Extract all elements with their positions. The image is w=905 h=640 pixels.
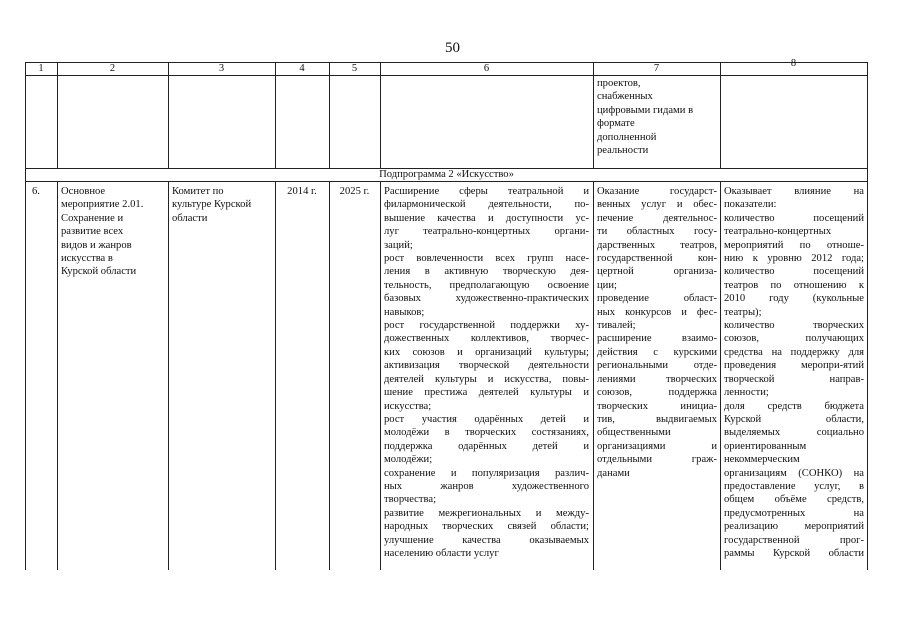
- header-bottom-border: [25, 75, 868, 76]
- text-line: луг театрально-концертных органи-: [384, 226, 589, 238]
- text-line: ции;: [597, 279, 617, 291]
- column-border: [329, 181, 330, 570]
- text-line: организациями и: [597, 440, 717, 452]
- text-line: театрально-концертных: [724, 226, 832, 238]
- text-line: видов и жанров: [61, 239, 132, 251]
- text-line: Комитет по: [172, 186, 224, 197]
- text-line: количество творческих: [724, 320, 864, 332]
- text-line: дарственных театров,: [597, 239, 717, 251]
- text-line: ных жанров художественного: [384, 480, 589, 492]
- text-line: реализацию мероприятий: [724, 521, 864, 533]
- text-line: заций;: [384, 239, 413, 251]
- column-header-5: 5: [351, 63, 358, 74]
- program-table: [25, 58, 868, 570]
- text-line: филармонической деятельности, по-: [384, 199, 589, 211]
- text-line: проведение област-: [597, 293, 717, 305]
- row-number: 6.: [32, 186, 40, 197]
- text-line: Курской области,: [724, 413, 864, 425]
- text-line: искусства в: [61, 253, 113, 265]
- end-year: 2025 г.: [339, 186, 370, 197]
- column-border: [593, 181, 594, 570]
- text-line: театров по отношению к: [724, 279, 864, 291]
- text-line: количество посещений: [724, 212, 864, 224]
- column-border: [275, 62, 276, 168]
- text-line: шение престижа деятелей культуры и: [384, 387, 589, 399]
- expected-result: [384, 185, 589, 560]
- text-line: молодёжи;: [384, 454, 433, 466]
- text-line: некоммерческим: [724, 454, 800, 466]
- text-line: Оказывает влияние на: [724, 186, 864, 197]
- indicators: [724, 185, 864, 560]
- text-line: сохранение и популяризация различ-: [384, 467, 589, 479]
- column-border: [593, 62, 594, 168]
- text-line: союзов, получающих: [724, 333, 864, 345]
- text-line: ленности;: [724, 387, 769, 399]
- text-line: ных конкурсов и фес-: [597, 306, 717, 318]
- text-line: государственной кон-: [597, 253, 717, 265]
- executor: [172, 185, 272, 225]
- text-line: реальности: [597, 145, 649, 157]
- text-line: отдельными граж-: [597, 454, 717, 466]
- text-line: снабженных: [597, 91, 653, 103]
- text-line: общественными: [597, 427, 671, 439]
- text-line: культуре Курской: [172, 199, 252, 211]
- text-line: области: [172, 212, 208, 224]
- column-border: [25, 62, 26, 570]
- column-border: [57, 181, 58, 570]
- text-line: Сохранение и: [61, 212, 124, 224]
- column-border: [380, 62, 381, 168]
- text-line: государственной прог-: [724, 534, 864, 546]
- text-line: дожественных коллективов, творчес-: [384, 333, 589, 345]
- text-line: проведения меропри-ятий: [724, 360, 864, 372]
- text-line: предоставление услуг, в: [724, 480, 864, 492]
- text-line: Оказание государст-: [597, 186, 717, 197]
- text-line: развитие всех: [61, 226, 124, 238]
- text-line: улучшение качества оказываемых: [384, 534, 589, 546]
- text-line: населению области услуг: [384, 547, 499, 559]
- page-number: 50: [445, 40, 460, 56]
- text-line: печение деятельнос-: [597, 212, 717, 224]
- text-line: творческих инициа-: [597, 400, 717, 412]
- text-line: ти областных госу-: [597, 226, 717, 238]
- text-line: средства на поддержку для: [724, 346, 864, 358]
- column-header-2: 2: [109, 63, 116, 74]
- text-line: дополненной: [597, 131, 657, 143]
- column-border: [57, 62, 58, 168]
- text-line: Расширение сферы театральной и: [384, 186, 589, 197]
- text-line: предусмотренных на: [724, 507, 864, 519]
- column-header-6: 6: [483, 63, 490, 74]
- column-border: [329, 62, 330, 168]
- text-line: ких союзов и организаций культуры;: [384, 346, 589, 358]
- column-border: [168, 62, 169, 168]
- text-line: формате: [597, 118, 635, 130]
- column-header-8: 8: [790, 58, 797, 69]
- text-line: ориентированным: [724, 440, 807, 452]
- column-header-1: 1: [38, 63, 44, 74]
- text-line: 2010 году (кукольные: [724, 293, 864, 305]
- column-header-7: 7: [653, 63, 660, 74]
- text-line: творческой направ-: [724, 373, 864, 385]
- text-line: лениями творческих: [597, 373, 717, 385]
- text-line: тивалей;: [597, 320, 636, 332]
- text-line: рост вовлеченности всех групп насе-: [384, 253, 589, 265]
- text-line: развитие межрегиональных и между-: [384, 507, 589, 519]
- text-line: ления в активную творческую дея-: [384, 266, 589, 278]
- text-line: венных услуг и обес-: [597, 199, 717, 211]
- column-border: [720, 62, 721, 168]
- text-line: молодёжи в творческих состязаниях,: [384, 427, 589, 439]
- text-line: проектов,: [597, 78, 641, 89]
- implementation-directions: [597, 185, 717, 480]
- subprogram-title: Подпрограмма 2 «Искусство»: [379, 169, 514, 180]
- text-line: творчества;: [384, 494, 437, 506]
- text-line: Курской области: [61, 266, 137, 278]
- text-line: рост участия одарённых детей и: [384, 413, 589, 425]
- text-line: базовых художественно-практических: [384, 293, 589, 305]
- text-line: тив, выдвигаемых: [597, 413, 717, 425]
- column-header-3: 3: [218, 63, 225, 74]
- text-line: расширение взаимо-: [597, 333, 717, 345]
- text-line: поддержка одарённых детей и: [384, 440, 589, 452]
- text-line: мероприятие 2.01.: [61, 199, 144, 211]
- column-border: [867, 62, 868, 570]
- text-line: навыков;: [384, 306, 425, 318]
- text-line: данами: [597, 467, 630, 479]
- text-line: количество посещений: [724, 266, 864, 278]
- column-header-4: 4: [299, 63, 305, 74]
- text-line: народных творческих связей области;: [384, 521, 589, 533]
- text-line: активизация творческой деятельности: [384, 360, 589, 372]
- text-line: выделяемых социально: [724, 427, 864, 439]
- text-line: Основное: [61, 186, 106, 197]
- text-line: доля средств бюджета: [724, 400, 864, 412]
- text-line: рост государственной поддержки ху-: [384, 320, 589, 332]
- text-line: цертной организа-: [597, 266, 717, 278]
- text-line: организациям (СОНКО) на: [724, 467, 864, 479]
- measure-name: [61, 185, 165, 279]
- text-line: цифровыми гидами в: [597, 104, 694, 116]
- text-line: показатели:: [724, 199, 777, 211]
- start-year: 2014 г.: [287, 186, 317, 197]
- subprogram-bottom-border: [25, 181, 868, 182]
- column-border: [275, 181, 276, 570]
- text-line: театры);: [724, 306, 762, 318]
- text-line: тельность, предполагающую освоение: [384, 279, 589, 291]
- text-line: нию к уровню 2012 года;: [724, 253, 864, 265]
- text-line: общем объёме средств,: [724, 494, 864, 506]
- column-border: [380, 181, 381, 570]
- text-line: действия с курскими: [597, 346, 717, 358]
- text-line: раммы Курской области: [724, 547, 864, 559]
- text-line: деятелей культуры и искусства, повы-: [384, 373, 589, 385]
- text-line: вышение качества и доступности ус-: [384, 212, 589, 224]
- text-line: искусства;: [384, 400, 432, 412]
- text-line: союзов, поддержка: [597, 387, 717, 399]
- carry-over-col7: [597, 77, 717, 157]
- column-border: [720, 181, 721, 570]
- text-line: мероприятий по отноше-: [724, 239, 864, 251]
- text-line: региональными отде-: [597, 360, 717, 372]
- column-border: [168, 181, 169, 570]
